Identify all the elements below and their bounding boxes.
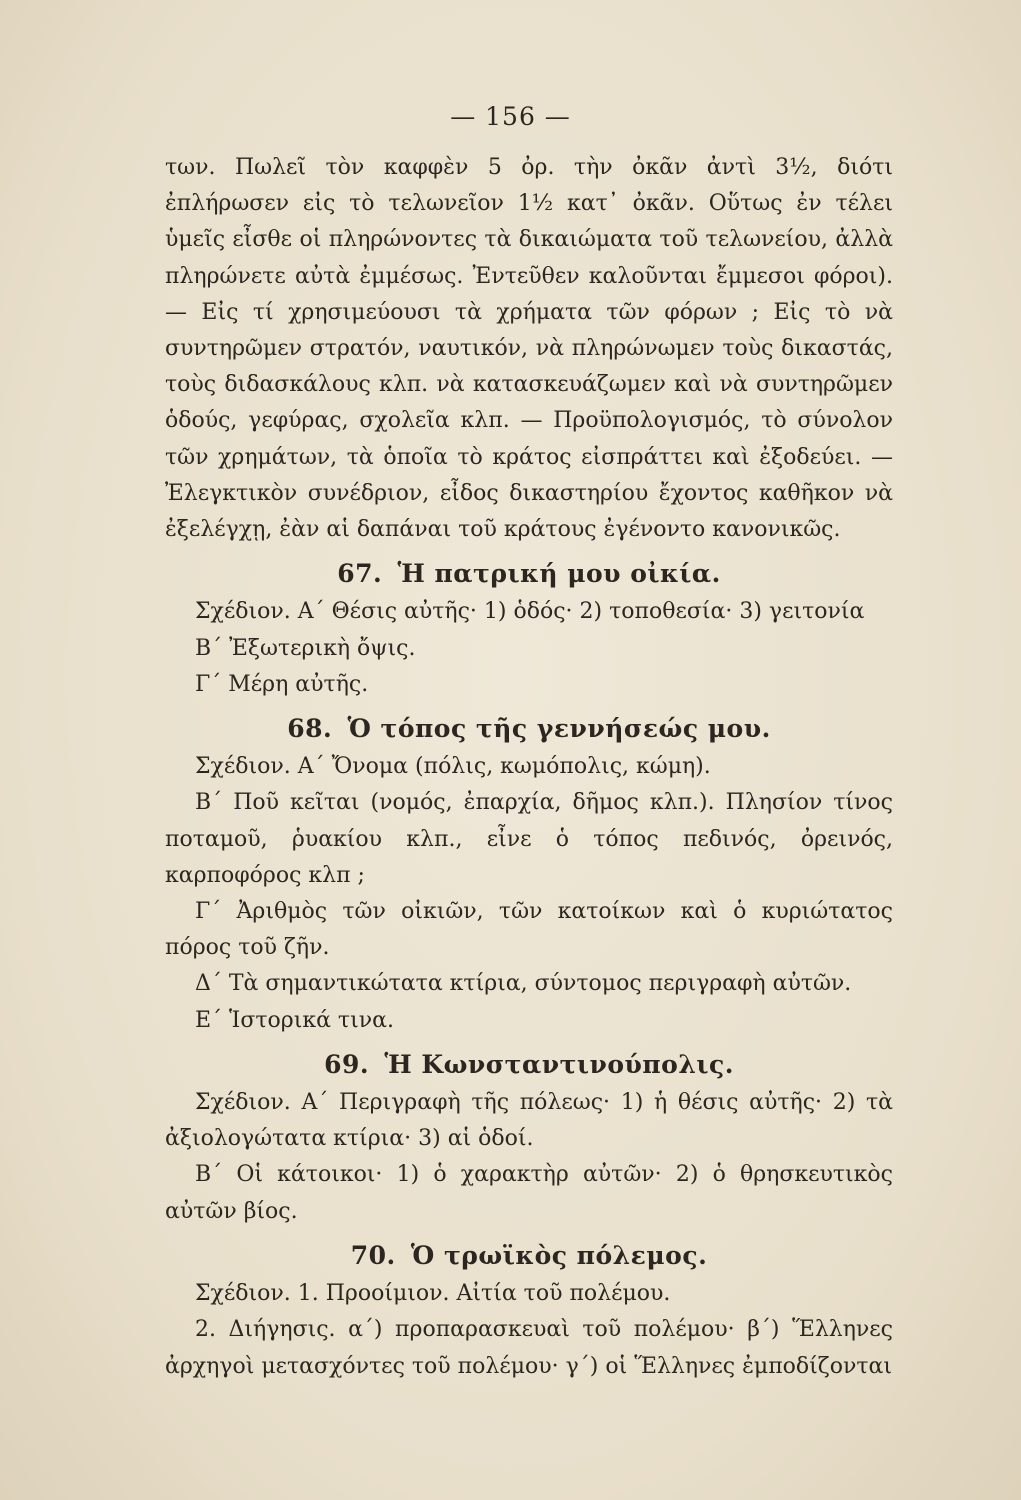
plan-line: Σχέδιον. Α΄ Θέσις αὐτῆς· 1) ὁδός· 2) τοποθεσία· 3) γειτονία: [195, 599, 865, 625]
section-title: Ὁ τρωϊκὸς πόλεμος.: [410, 1240, 708, 1270]
section-heading-67: [165, 556, 893, 592]
section-title: Ὁ τόπος τῆς γεννήσεώς μου.: [347, 714, 771, 744]
section-title: Ἡ πατρική μου οἰκία.: [397, 559, 721, 589]
plan-line: 2. Διήγησις. α΄) προπαρασκευαὶ τοῦ πολέμου· β΄) Ἕλληνες ἀρχηγοὶ μετασχόντες τοῦ πολέμου· γ΄) οἱ Ἕλληνες ἐμποδίζονται: [165, 1317, 893, 1379]
section-number: 67.: [337, 559, 383, 589]
page-body: [165, 150, 893, 1385]
plan-line: Σχέδιον. Α΄ Ὄνομα (πόλις, κωμόπολις, κώμη).: [195, 754, 711, 780]
intro-paragraph: των. Πωλεῖ τὸν καφφὲν 5 ὀρ. τὴν ὀκᾶν ἀντὶ 3½, διότι ἐπλήρωσεν εἰς τὸ τελωνεῖον 1½ κατ᾿ ὀκᾶν. Οὕτως ἐν τέλει ὑμεῖς εἶσθε οἱ πληρώνοντες τὰ δικαιώματα τοῦ τελωνείου, ἀλλὰ πληρώνετε αὐτὰ ἐμμέσως. Ἐντεῦθεν καλοῦνται ἔμμεσοι φόροι). — Εἰς τί χρησιμεύουσι τὰ χρήματα τῶν φόρων ; Εἰς τὸ νὰ συντηρῶμεν στρατόν, ναυτικόν, νὰ πληρώνωμεν τοὺς δικαστάς, τοὺς διδασκάλους κλπ. νὰ κατασκευάζωμεν καὶ νὰ συντηρῶμεν ὁδούς, γεφύρας, σχολεῖα κλπ. — Προϋπολογισμός, τὸ σύνολον τῶν χρημάτων, τὰ ὁποῖα τὸ κράτος εἰσπράττει καὶ ἐξοδεύει. — Ἐλεγκτικὸν συνέδριον, εἶδος δικαστηρίου ἔχοντος καθῆκον νὰ ἐξελέγχῃ, ἐὰν αἱ δαπάναι τοῦ κράτους ἐγένοντο κανονικῶς.: [165, 155, 893, 543]
section-heading-68: [165, 711, 893, 747]
section-heading-69: [165, 1047, 893, 1083]
section-heading-70: [165, 1238, 893, 1274]
plan-line: Δ΄ Τὰ σημαντικώτατα κτίρια, σύντομος περιγραφὴ αὐτῶν.: [195, 971, 852, 997]
plan-line: Β΄ Ποῦ κεῖται (νομός, ἐπαρχία, δῆμος κλπ.). Πλησίον τίνος ποταμοῦ, ῥυακίου κλπ., εἶνε ὁ τόπος πεδινός, ὀρεινός, καρποφόρος κλπ ;: [165, 790, 893, 888]
section-number: 69.: [324, 1049, 370, 1079]
section-number: 68.: [287, 714, 333, 744]
page-number: — 156 —: [450, 102, 571, 131]
plan-line: Γ΄ Μέρη αὐτῆς.: [195, 671, 369, 697]
plan-line: Σχέδιον. Α΄ Περιγραφὴ τῆς πόλεως· 1) ἡ θέσις αὐτῆς· 2) τὰ ἀξιολογώτατα κτίρια· 3) αἱ ὁδοί.: [165, 1090, 893, 1152]
plan-line: Σχέδιον. 1. Προοίμιον. Αἰτία τοῦ πολέμου.: [195, 1281, 671, 1307]
plan-line: Γ΄ Ἀριθμὸς τῶν οἰκιῶν, τῶν κατοίκων καὶ ὁ κυριώτατος πόρος τοῦ ζῆν.: [165, 899, 893, 961]
plan-line: Ε΄ Ἱστορικά τινα.: [195, 1007, 394, 1033]
section-number: 70.: [350, 1240, 396, 1270]
plan-line: Β΄ Ἐξωτερικὴ ὄψις.: [195, 635, 416, 661]
plan-line: Β΄ Οἱ κάτοικοι· 1) ὁ χαρακτὴρ αὐτῶν· 2) ὁ θρησκευτικὸς αὐτῶν βίος.: [165, 1162, 893, 1224]
section-title: Ἡ Κωνσταντινούπολις.: [384, 1049, 734, 1079]
